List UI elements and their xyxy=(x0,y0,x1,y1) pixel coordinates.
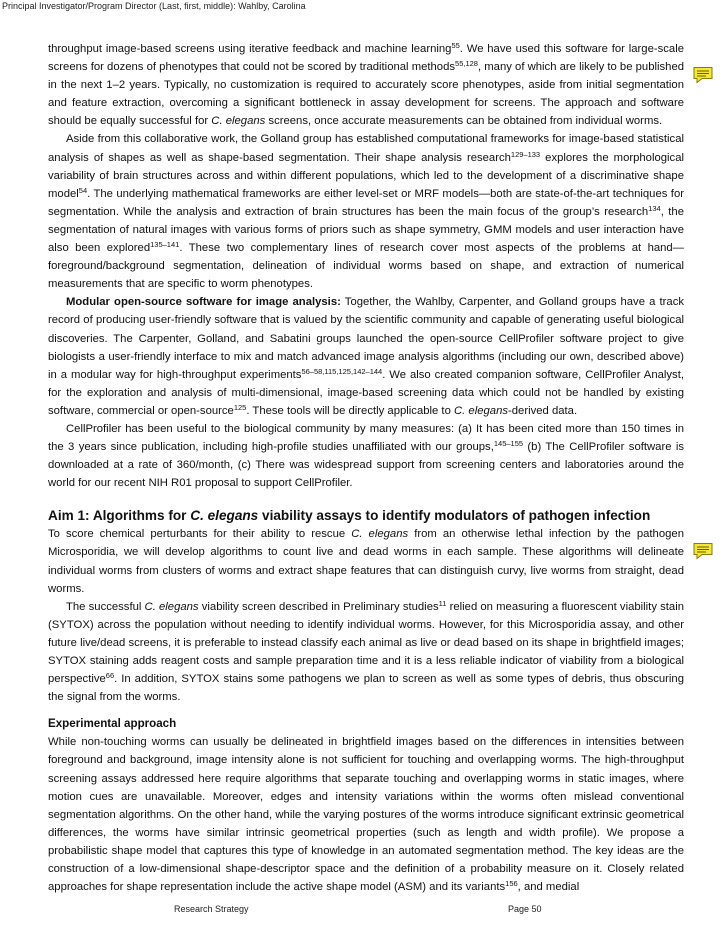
comment-note-icon[interactable] xyxy=(692,66,714,84)
footer-section-title: Research Strategy xyxy=(174,904,249,914)
comment-note-icon[interactable] xyxy=(692,542,714,560)
document-body xyxy=(48,40,684,896)
paragraph-3: Modular open-source software for image analysis: Together, the Wahlby, Carpenter, and Golland groups have a track record of producing user-friendly software that is valued by the scientific community and capable of generating useful biological discoveries. The Carpenter, Golland, and Sabatini groups launched the open-source CellProfiler software project to give biologists a user-friendly interface to mix and match advanced image analysis algorithms (including our own, described above) in a modular way for high-throughput experiments$^{56-58,115,125,142-144}$. We also created companion software, CellProfiler Analyst, for the exploration and analysis of multi-dimensional, image-based screening data which could not be handled by existing software, commercial or open-source$^{125}$. These tools will be directly applicable to C. elegans-derived data. xyxy=(48,296,684,417)
paragraph-4: CellProfiler has been useful to the biological community by many measures: (a) It has been cited more than 150 times in the 3 years since publication, including high-profile studies unaffiliated with our groups,$^{145-155}$ (b) The CellProfiler software is downloaded at a rate of 360/month, (c) There was widespread support from screening centers and laboratories around the world for our recent NIH R01 proposal to support CellProfiler. xyxy=(48,422,684,490)
experimental-approach-heading: Experimental approach xyxy=(48,717,177,731)
paragraph-1: throughput image-based screens using iterative feedback and machine learning$^{55}$. We have used this software for large-scale screens for dozens of phenotypes that could not be scored by traditional methods$^{55,128}$, many of which are likely to be published in the next 1–2 years. Typically, no customization is required to accurately score phenotypes, aside from initial segmentation and feature extraction, overcoming a significant bottleneck in assay development for screens. The approach and software should be equally successful for C. elegans screens, once accurate measurements can be obtained from individual worms. xyxy=(48,41,685,128)
page-header: Principal Investigator/Program Director (Last, first, middle): Wahlby, Carolina xyxy=(2,1,306,11)
paragraph-2: Aside from this collaborative work, the Golland group has established computational frameworks for image-based statistical analysis of shapes as well as shape-based segmentation. Their shape analysis research$^{129-133}$ explores the morphological variability of brain structures across and within different populations, which led to the development of a discriminative shape model$^{54}$. The underlying mathematical frameworks are either level-set or MRF models—both are state-of-the-art techniques for segmentation. While the analysis and extraction of brain structures has been the main focus of the group’s research$^{134}$, the segmentation of natural images with various forms of priors such as shape symmetry, GMM models and user interaction have also been explored$^{135-141}$. These two complementary lines of research cover most aspects of the problems at hand—foreground/background segmentation, delineation of individual worms based on shape, and extraction of numerical measurements that are specific to worm phenotypes. xyxy=(48,133,685,291)
footer-page-number: Page 50 xyxy=(508,904,542,914)
aim-1-heading: Aim 1: Algorithms for C. elegans viability assays to identify modulators of pathogen infection xyxy=(48,508,651,524)
paragraph-7: While non-touching worms can usually be delineated in brightfield images based on the differences in intensities between foreground and background, image intensity alone is not sufficient for touching and overlapping worms. The high-throughput screening assays addressed here require algorithms that separate touching and overlapping worms in static images, where motion cues are unavailable. Moreover, edges and intensity variations within the worms often mislead conventional segmentation algorithms. On the other hand, while the varying postures of the worms introduce significant extrinsic geometrical differences, the worms have similar intrinsic geometrical properties (such as length and width profile). We propose a probabilistic shape model that captures this type of knowledge in an automated segmentation method. The key ideas are the construction of a low-dimensional shape-descriptor space and the definition of a probability measure on it. Closely related approaches for shape representation include the active shape model (ASM) and its variants$^{156}$, and medial xyxy=(48,736,684,894)
paragraph-6: The successful C. elegans viability screen described in Preliminary studies$^{11}$ relied on measuring a fluorescent viability stain (SYTOX) across the population without needing to identify individual worms. However, for this Microsporidia assay, and other future live/dead screens, it is preferable to instead classify each animal as live or dead based on its shape in brightfield images; SYTOX staining adds reagent costs and sample preparation time and it is a less reliable indicator of viability from a biological perspective$^{66}$. In addition, SYTOX stains some pathogens we plan to screen as well as some types of debris, thus obscuring the signal from the worms. xyxy=(48,598,684,704)
paragraph-5: To score chemical perturbants for their ability to rescue C. elegans from an otherwise lethal infection by the pathogen Microsporidia, we will develop algorithms to count live and dead worms in each sample. These algorithms will delineate individual worms from clusters of worms and extract shape features that can distinguish curvy, live worms from straight, dead worms. xyxy=(48,528,684,595)
